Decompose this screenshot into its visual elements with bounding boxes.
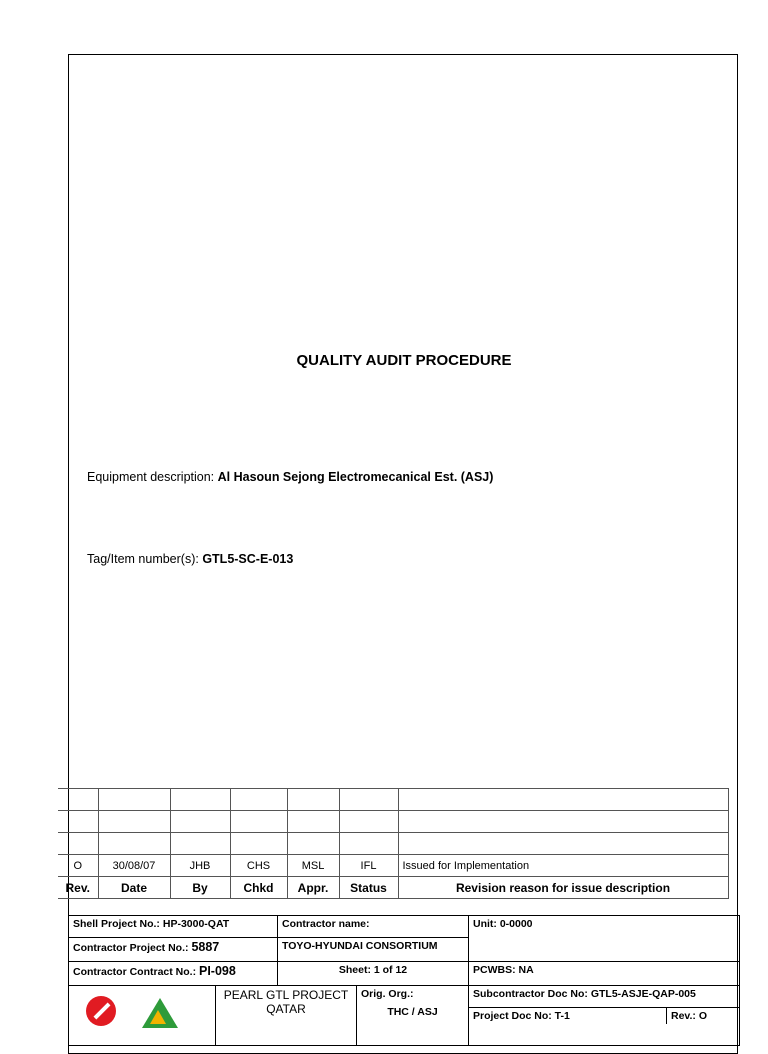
chkd-cell: CHS bbox=[230, 855, 287, 877]
unit: Unit: 0-0000 bbox=[469, 916, 740, 962]
contractor-name-label: Contractor name: bbox=[278, 916, 469, 938]
rev-cell: O bbox=[58, 855, 98, 877]
orig-org: Orig. Org.: THC / ASJ bbox=[357, 986, 469, 1046]
shell-logo-icon bbox=[86, 996, 116, 1026]
shell-project-no: Shell Project No.: HP-3000-QAT bbox=[69, 916, 278, 938]
equipment-value: Al Hasoun Sejong Electromecanical Est. (ASJ) bbox=[217, 470, 494, 484]
tag-value: GTL5-SC-E-013 bbox=[202, 552, 294, 566]
contractor-project-no: Contractor Project No.: 5887 bbox=[69, 938, 278, 962]
revision-table bbox=[58, 788, 729, 899]
revision-empty-row bbox=[58, 811, 728, 833]
header-status: Status bbox=[339, 877, 398, 899]
document-title: QUALITY AUDIT PROCEDURE bbox=[296, 352, 512, 369]
revision-row bbox=[58, 855, 728, 877]
header-by: By bbox=[170, 877, 230, 899]
description-cell: Issued for Implementation bbox=[398, 855, 728, 877]
header-date: Date bbox=[98, 877, 170, 899]
sheet-number: Sheet: 1 of 12 bbox=[278, 962, 469, 986]
project-name: PEARL GTL PROJECT QATAR bbox=[216, 986, 357, 1046]
equipment-label: Equipment description: bbox=[87, 470, 218, 484]
appr-cell: MSL bbox=[287, 855, 339, 877]
header-description: Revision reason for issue description bbox=[398, 877, 728, 899]
revision-empty-row bbox=[58, 789, 728, 811]
consortium-logo-accent-icon bbox=[150, 1010, 166, 1024]
date-cell: 30/08/07 bbox=[98, 855, 170, 877]
header-appr: Appr. bbox=[287, 877, 339, 899]
header-chkd: Chkd bbox=[230, 877, 287, 899]
page-rev: Rev.: O bbox=[671, 1010, 707, 1022]
project-doc-no: Project Doc No: T-1 bbox=[469, 1008, 667, 1024]
revision-header-row bbox=[58, 877, 728, 899]
by-cell: JHB bbox=[170, 855, 230, 877]
tag-label: Tag/Item number(s): bbox=[87, 552, 203, 566]
equipment-description bbox=[87, 470, 493, 484]
doc-numbers bbox=[469, 986, 740, 1046]
status-cell: IFL bbox=[339, 855, 398, 877]
subcontractor-doc-no: Subcontractor Doc No: GTL5-ASJE-QAP-005 bbox=[469, 986, 739, 1008]
contractor-contract-no: Contractor Contract No.: PI-098 bbox=[69, 962, 278, 986]
pcwbs: PCWBS: NA bbox=[469, 962, 740, 986]
contractor-name-value: TOYO-HYUNDAI CONSORTIUM bbox=[278, 938, 469, 962]
tag-item-number bbox=[87, 552, 293, 566]
revision-empty-row bbox=[58, 833, 728, 855]
header-rev: Rev. bbox=[58, 877, 98, 899]
